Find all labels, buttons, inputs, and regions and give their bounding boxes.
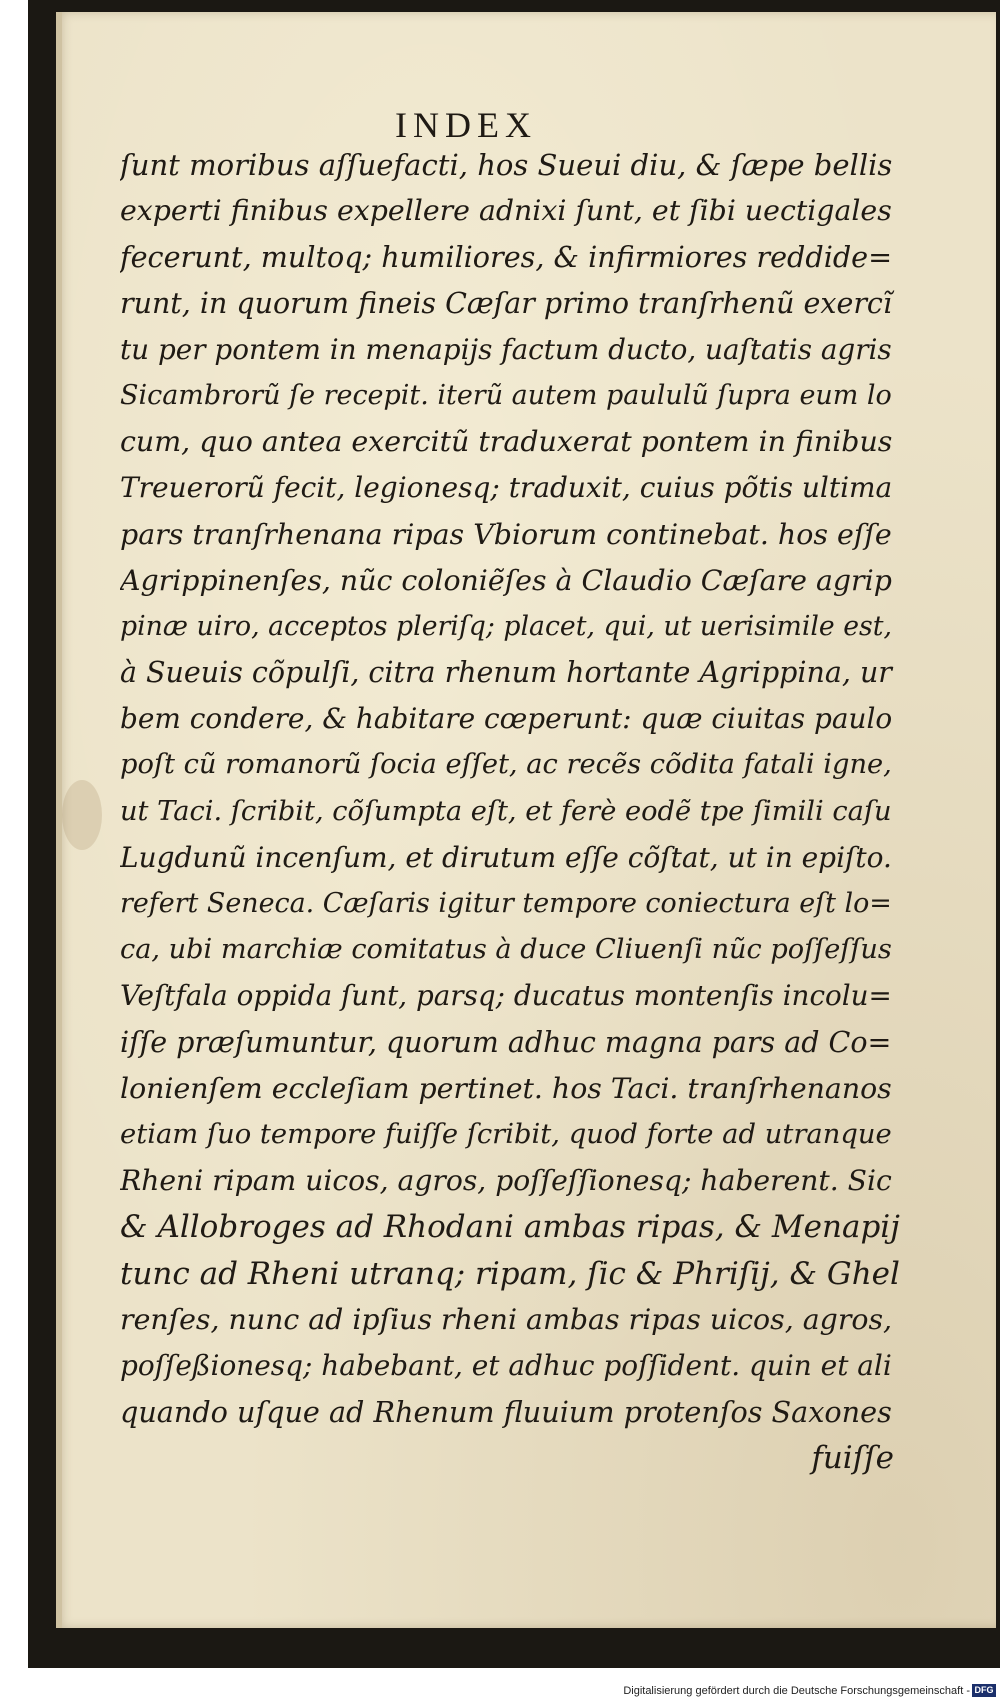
text-line: Treuerorũ fecit, legionesq; traduxit, cuius põtis ultima — [120, 471, 893, 505]
text-line: tu per pontem in menapijs factum ducto, uaſtatis agris — [120, 332, 892, 366]
text-line: refert Seneca. Cæſaris igitur tempore coniectura eſt lo= — [120, 888, 892, 919]
text-line: à Sueuis cõpulſi, citra rhenum hortante Agrippina, ur — [120, 656, 892, 690]
dfg-logo-icon: DFG — [972, 1684, 996, 1697]
text-line: Lugdunũ incenſum, et dirutum eſſe cõſtat, ut in epiſto. — [120, 840, 892, 874]
footer-credit: Digitalisierung gefördert durch die Deutsche Forschungsgemeinschaft - — [623, 1685, 970, 1697]
running-title: INDEX — [395, 105, 537, 145]
text-line: ca, ubi marchiæ comitatus à duce Cliuenſi nũc poſſeſſus — [120, 934, 892, 966]
text-line: Agrippinenſes, nũc coloniẽſes à Claudio Cæſare agrip — [120, 563, 892, 597]
text-line: lonienſem eccleſiam pertinet. hos Taci. tranſrhenanos — [120, 1071, 892, 1105]
text-line: Rheni ripam uicos, agros, poſſeſſionesq; haberent. Sic — [120, 1164, 892, 1198]
text-line: cum, quo antea exercitũ traduxerat pontem in finibus — [120, 425, 893, 459]
paper-stain — [62, 780, 102, 850]
text-line: ſunt moribus aſſuefacti, hos Sueui diu, & ſæpe bellis — [120, 148, 893, 182]
text-line: & Allobroges ad Rhodani ambas ripas, & Menapij — [120, 1209, 900, 1246]
text-line: quando uſque ad Rhenum fluuium protenſos Saxones — [120, 1395, 892, 1430]
text-line: ut Taci. ſcribit, cõſumpta eſt, et ferè eodẽ tpe ſimili caſu — [120, 795, 892, 827]
text-line: poſt cũ romanorũ ſocia eſſet, ac recẽs cõdita fatali igne, — [120, 749, 892, 781]
text-line: etiam ſuo tempore fuiſſe ſcribit, quod forte ad utranque — [120, 1118, 892, 1150]
text-line: Veſtfala oppida ſunt, parsq; ducatus montenſis incolu= — [120, 979, 892, 1013]
text-line: fecerunt, multoq; humiliores, & infirmiores reddide= — [120, 240, 893, 275]
text-line: pinæ uiro, acceptos pleriſq; placet, qui, ut uerisimile est, — [120, 610, 893, 642]
text-line: iſſe præſumuntur, quorum adhuc magna pars ad Co= — [120, 1025, 892, 1059]
text-line: runt, in quorum fineis Cæſar primo tranſrhenũ exercĩ — [120, 286, 892, 320]
text-line: tunc ad Rheni utranq; ripam, ſic & Phriſij, & Ghel — [120, 1255, 900, 1292]
text-line: poſſeßionesq; habebant, et adhuc poſſident. quin et ali — [120, 1348, 892, 1382]
body-text — [120, 142, 900, 1435]
text-line: renſes, nunc ad ipſius rheni ambas ripas uicos, agros, — [120, 1302, 893, 1336]
text-line: pars tranſrhenana ripas Vbiorum continebat. hos eſſe — [120, 517, 892, 551]
page-gutter-edge — [56, 12, 62, 1628]
text-line: experti finibus expellere adnixi ſunt, et ſibi uectigales — [120, 194, 892, 228]
text-line: Sicambrorũ ſe recepit. iterũ autem paululũ ſupra eum lo — [120, 379, 892, 411]
catchword: fuiſſe — [811, 1440, 894, 1476]
text-line: bem condere, & habitare cœperunt: quæ ciuitas paulo — [120, 702, 893, 736]
